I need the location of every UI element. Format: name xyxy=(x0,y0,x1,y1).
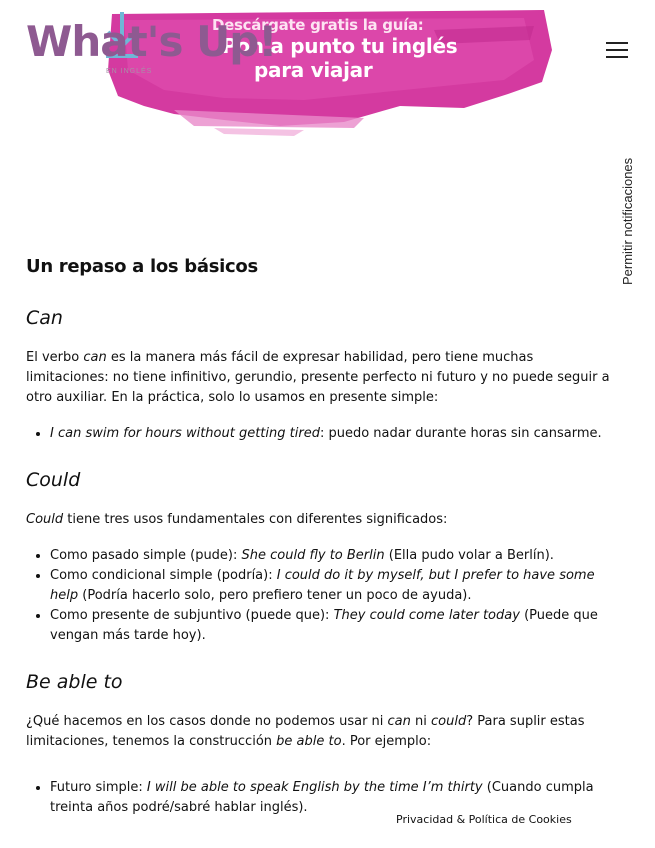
banner-title-line1: Pon a punto tu inglés xyxy=(222,34,458,58)
article-body xyxy=(26,252,616,840)
list-item: • Futuro simple: I will be able to speak English by the time I’m thirty (Cuando cumpla treinta años podré/sabré hablar inglés). xyxy=(50,778,616,818)
logo-text: What's Up! xyxy=(26,17,277,66)
section-intro-be-able-to: ¿Qué hacemos en los casos donde no podemos usar ni can ni could? Para suplir estas limitaciones, tenemos la construcción be able to. Por ejemplo: xyxy=(26,714,585,749)
section-title-be-able-to: Be able to xyxy=(26,671,123,693)
section-intro-can: El verbo can es la manera más fácil de expresar habilidad, pero tiene muchas limitaciones: no tiene infinitivo, gerundio, presente perfecto ni futuro y no puede seguir a otro auxiliar. En la práctica, solo lo usamos en presente simple: xyxy=(26,350,610,405)
section-title-could: Could xyxy=(26,469,81,491)
site-logo[interactable] xyxy=(26,18,276,66)
list-could xyxy=(26,546,616,646)
permit-notifications-tab[interactable]: Permitir notificaciones xyxy=(620,157,635,285)
banner-subtitle: Descárgate gratis la guía: xyxy=(212,16,424,34)
privacy-cookies-link[interactable]: Privacidad & Política de Cookies xyxy=(396,813,572,826)
banner-title-line2: para viajar xyxy=(254,58,373,82)
section-intro-could: Could tiene tres usos fundamentales con diferentes significados: xyxy=(26,512,448,527)
list-item: • Como condicional simple (podría): I could do it by myself, but I prefer to have some help (Podría hacerlo solo, pero prefiero tener un poco de ayuda). xyxy=(50,566,616,606)
article-heading: Un repaso a los básicos xyxy=(26,256,258,277)
list-item: • I can swim for hours without getting tired: puedo nadar durante horas sin cansarme. xyxy=(50,424,616,444)
section-title-can: Can xyxy=(26,307,63,329)
hamburger-menu-icon[interactable] xyxy=(606,42,628,60)
list-be-able-to xyxy=(26,778,616,818)
logo-subtext: EN INGLÉS xyxy=(106,68,153,75)
list-item: • Como pasado simple (pude): She could fly to Berlin (Ella pudo volar a Berlín). xyxy=(50,546,616,566)
list-item: • Como presente de subjuntivo (puede que): They could come later today (Puede que vengan más tarde hoy). xyxy=(50,606,616,646)
list-can xyxy=(26,424,616,444)
